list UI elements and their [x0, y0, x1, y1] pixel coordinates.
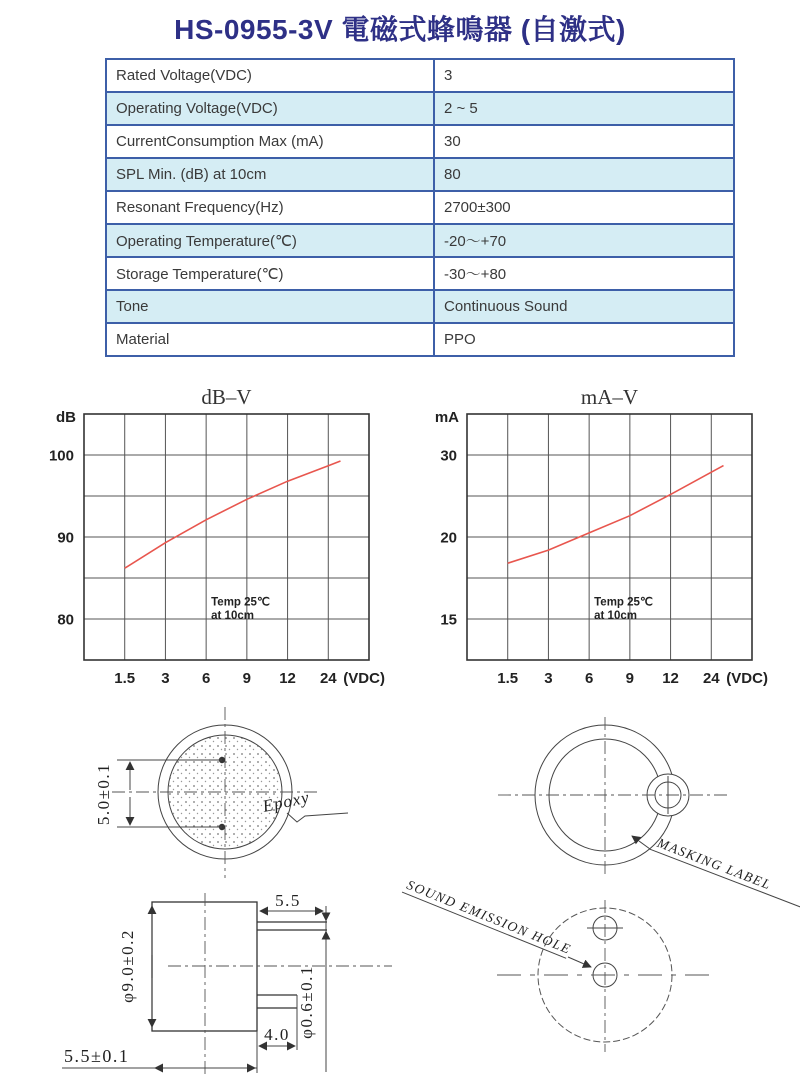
body-width-dimension: 5.5±0.1 [64, 1046, 130, 1066]
x-tick-label: 1.5 [114, 670, 136, 687]
y-tick-label: 100 [48, 447, 74, 465]
bottom-pin-length-dimension: 4.0 [264, 1025, 290, 1044]
spec-row [106, 224, 734, 257]
y-tick-label: 30 [440, 447, 457, 465]
drawing-bottom-view [94, 707, 348, 878]
spec-row [106, 59, 734, 92]
y-axis-unit-label: dB [56, 409, 76, 426]
x-tick-label: 3 [544, 670, 553, 687]
spec-table [105, 58, 735, 357]
x-tick-label: 9 [625, 670, 635, 687]
spec-value: 2700±300 [434, 191, 734, 224]
body-diameter-dimension: φ9.0±0.2 [118, 929, 137, 1003]
x-tick-label: 12 [662, 670, 679, 687]
spec-value: Continuous Sound [434, 290, 734, 323]
spec-label: Rated Voltage(VDC) [106, 59, 434, 92]
sound-hole-label-text: SOUND EMISSION HOLE [404, 877, 574, 957]
x-tick-label: 6 [584, 670, 594, 687]
spec-row [106, 125, 734, 158]
annotation-text: at 10cm [211, 609, 254, 622]
drawing-front-view [402, 876, 712, 1052]
x-tick-label: 12 [279, 670, 296, 687]
sound-hole-arrow [568, 957, 591, 967]
pin-pitch-dimension: 5.0±0.1 [94, 762, 113, 826]
spec-label: Material [106, 323, 434, 356]
x-tick-label: 3 [161, 670, 170, 687]
spec-row [106, 257, 734, 290]
spec-row [106, 290, 734, 323]
data-curve [508, 466, 724, 564]
y-tick-label: 15 [440, 611, 457, 629]
chart-title: mA–V [580, 385, 639, 409]
x-tick-label: 1.5 [497, 670, 519, 687]
spec-value: -30～+80 [434, 257, 734, 290]
spec-table-body [106, 59, 734, 356]
spec-label: Storage Temperature(℃) [106, 257, 434, 290]
epoxy-label: Epoxy [260, 787, 312, 816]
x-tick-label: 24 [319, 670, 337, 687]
chart-db-v [49, 385, 385, 687]
x-tick-label: 24 [702, 670, 720, 687]
masking-label-text: MASKING LABEL [655, 835, 774, 893]
annotation-text: Temp 25℃ [211, 596, 270, 609]
y-tick-label: 90 [57, 529, 74, 547]
y-axis-unit-label: mA [434, 409, 459, 426]
chart-ma-v [435, 385, 768, 687]
sound-hole-label-underline [402, 892, 566, 958]
spec-row [106, 191, 734, 224]
spec-row [106, 92, 734, 125]
spec-label: Operating Voltage(VDC) [106, 92, 434, 125]
spec-label: Resonant Frequency(Hz) [106, 191, 434, 224]
pin-diameter-dimension: φ0.6±0.1 [297, 965, 316, 1039]
y-tick-label: 80 [57, 611, 74, 629]
spec-value: PPO [434, 323, 734, 356]
y-tick-label: 20 [440, 529, 457, 547]
epoxy-leader-line [287, 813, 348, 822]
x-axis-unit-label: (VDC) [726, 670, 768, 687]
data-curve [125, 461, 341, 568]
spec-row [106, 158, 734, 191]
x-tick-label: 9 [242, 670, 252, 687]
spec-row [106, 323, 734, 356]
spec-label: CurrentConsumption Max (mA) [106, 125, 434, 158]
spec-value: 3 [434, 59, 734, 92]
spec-label: Tone [106, 290, 434, 323]
spec-value: 30 [434, 125, 734, 158]
annotation-text: at 10cm [594, 609, 637, 622]
drawings-svg [0, 700, 800, 1090]
chart-title: dB–V [201, 385, 252, 409]
charts-svg [0, 380, 800, 700]
spec-label: SPL Min. (dB) at 10cm [106, 158, 434, 191]
masking-label-underline [649, 849, 800, 907]
x-axis-unit-label: (VDC) [343, 670, 385, 687]
x-tick-label: 6 [201, 670, 211, 687]
annotation-text: Temp 25℃ [594, 596, 653, 609]
page-title: HS-0955-3V 電磁式蜂鳴器 (自激式) [174, 14, 626, 45]
spec-value: 2 ~ 5 [434, 92, 734, 125]
spec-value: 80 [434, 158, 734, 191]
buzzer-body [152, 902, 257, 1031]
pin-length-dimension: 5.5 [275, 891, 301, 910]
drawing-masking-view [498, 717, 800, 907]
spec-value: -20～+70 [434, 224, 734, 257]
spec-label: Operating Temperature(℃) [106, 224, 434, 257]
drawing-side-view [62, 891, 392, 1074]
